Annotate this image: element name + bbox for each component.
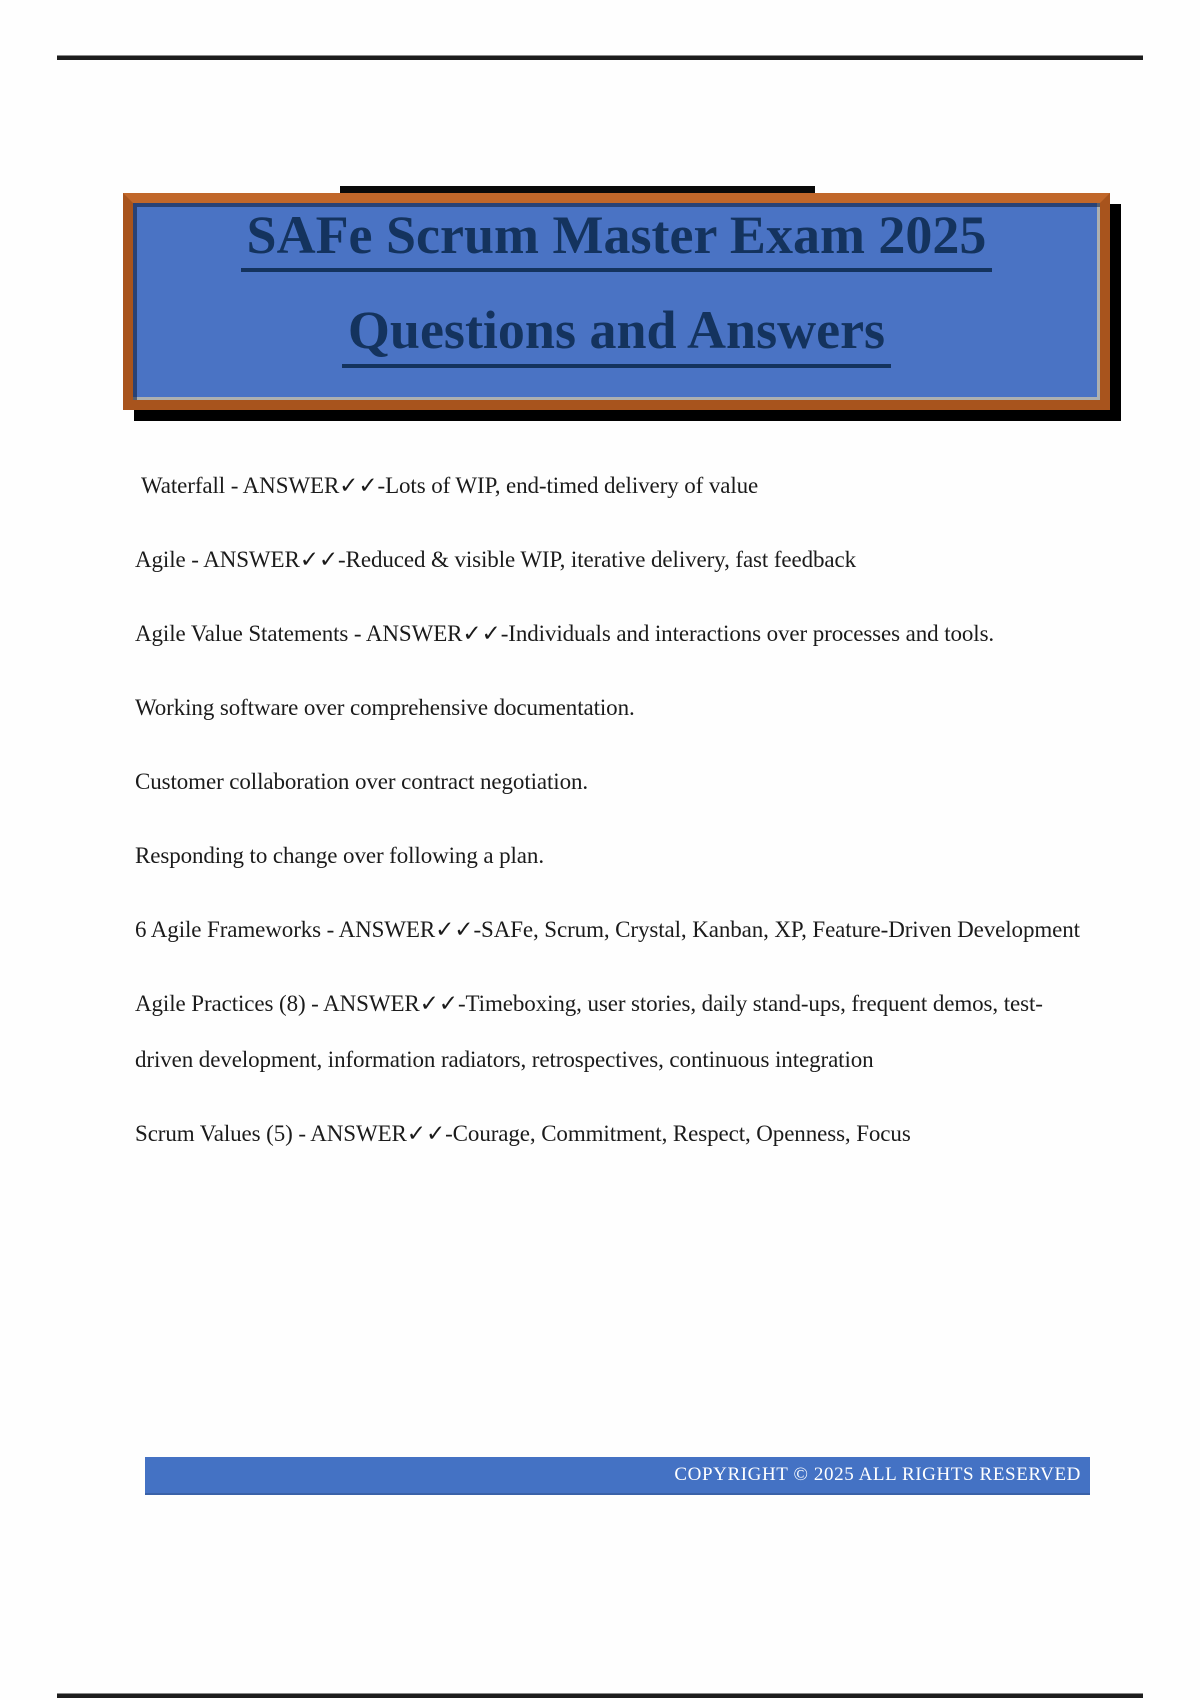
qa-content bbox=[135, 458, 1087, 1180]
footer-bar bbox=[145, 1457, 1090, 1495]
page-bottom-rule bbox=[57, 1693, 1143, 1698]
qa-paragraph-practices: Agile Practices (8) - ANSWER✓✓-Timeboxing, user stories, daily stand-ups, frequent demos, test-driven development, information radiators, retrospectives, continuous integration bbox=[135, 991, 1043, 1072]
qa-paragraph-customer-collab: Customer collaboration over contract negotiation. bbox=[135, 769, 589, 794]
page-top-rule bbox=[57, 55, 1143, 60]
qa-paragraph-agile-values: Agile Value Statements - ANSWER✓✓-Individuals and interactions over processes and tools. bbox=[135, 621, 995, 646]
qa-paragraph-frameworks: 6 Agile Frameworks - ANSWER✓✓-SAFe, Scrum, Crystal, Kanban, XP, Feature-Driven Development bbox=[135, 917, 1080, 942]
copyright-text: COPYRIGHT © 2025 ALL RIGHTS RESERVED bbox=[674, 1464, 1081, 1485]
document-title-line1: SAFe Scrum Master Exam 2025 bbox=[241, 205, 993, 272]
title-row-1 bbox=[133, 205, 1100, 272]
title-box bbox=[123, 193, 1110, 410]
document-title-line2: Questions and Answers bbox=[342, 300, 891, 367]
qa-paragraph-scrum-values: Scrum Values (5) - ANSWER✓✓-Courage, Commitment, Respect, Openness, Focus bbox=[135, 1121, 911, 1146]
qa-paragraph-responding: Responding to change over following a plan. bbox=[135, 843, 544, 868]
qa-paragraph-working-software: Working software over comprehensive documentation. bbox=[135, 695, 635, 720]
qa-paragraph-waterfall: Waterfall - ANSWER✓✓-Lots of WIP, end-timed delivery of value bbox=[141, 473, 759, 498]
qa-paragraph-agile: Agile - ANSWER✓✓-Reduced & visible WIP, iterative delivery, fast feedback bbox=[135, 547, 857, 572]
title-row-2 bbox=[133, 300, 1100, 367]
